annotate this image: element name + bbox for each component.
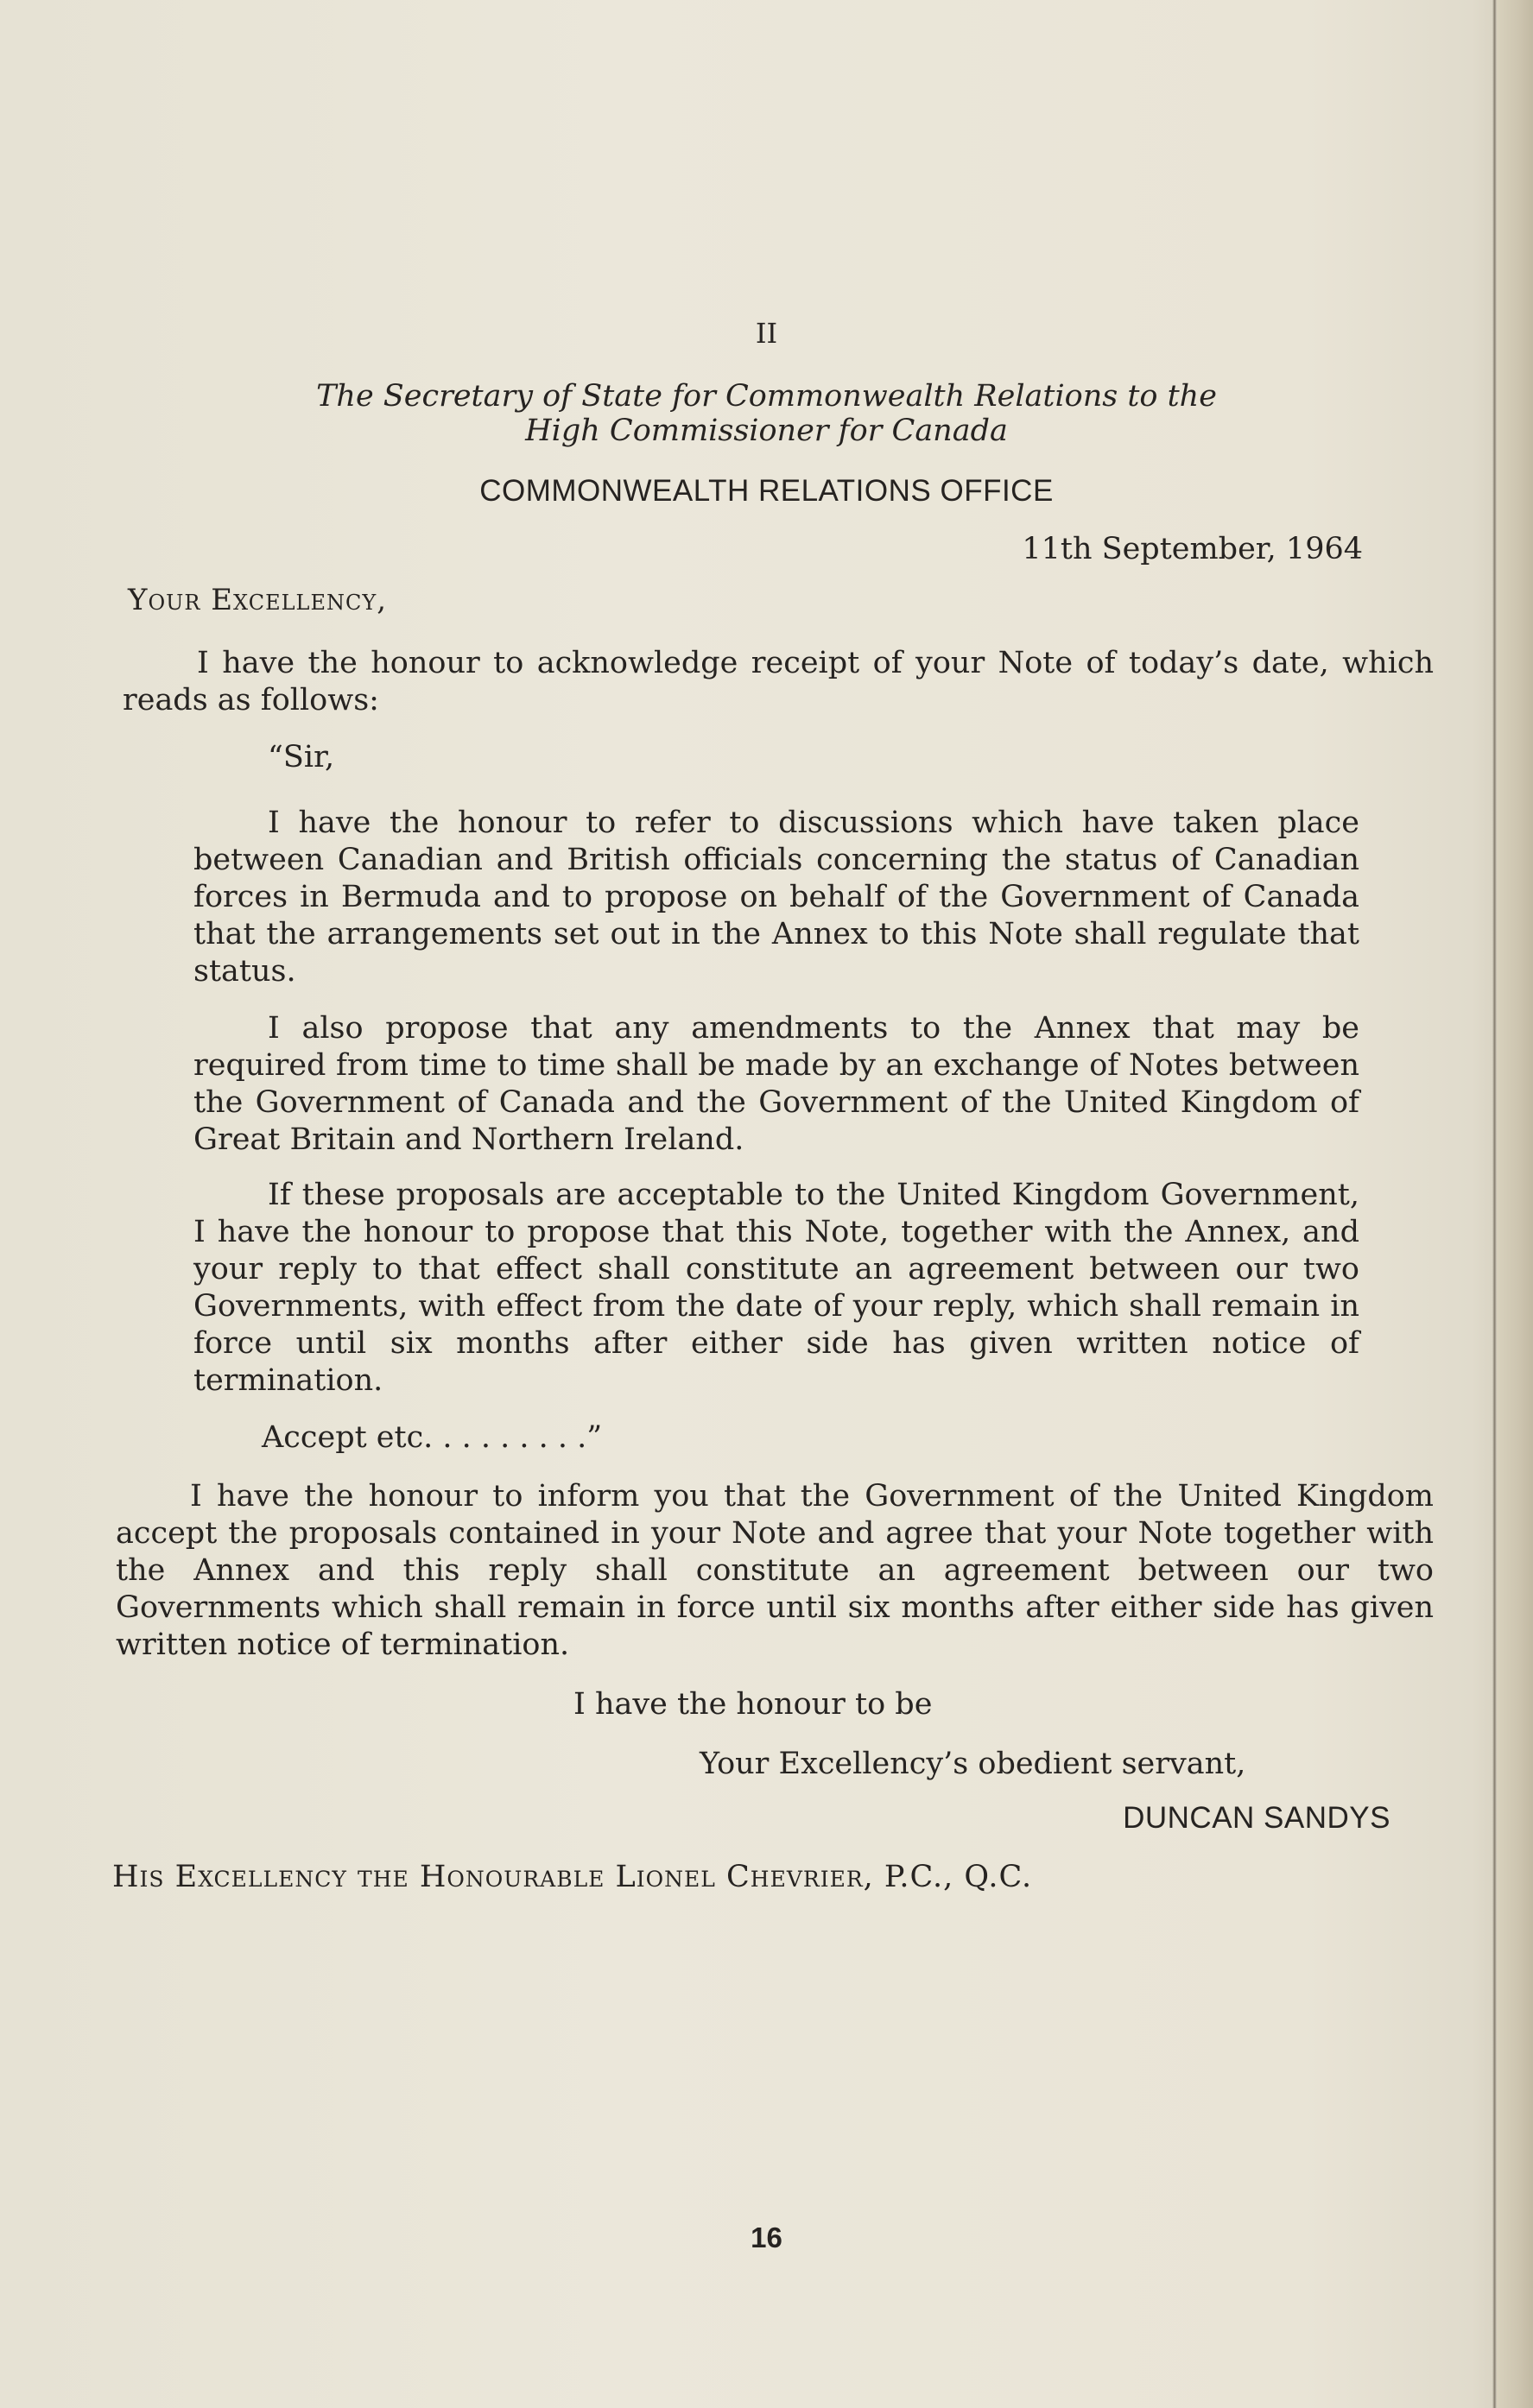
page-number: 16 — [751, 2222, 782, 2253]
page-edge-shadow — [1497, 0, 1533, 2408]
quoted-paragraph-3: If these proposals are acceptable to the United Kingdom Government, I have the honour to propose that this Note, together with the Annex, and your reply to that effect shall constitute an agreement between our two Governments, with effect from the date of your reply, which shall remain in force until six months after either side has given written notice of termination. — [193, 1178, 1359, 1398]
quoted-closing: Accept etc. . . . . . . . .” — [262, 1420, 603, 1455]
subtitle-line-2: High Commissioner for Canada — [525, 414, 1008, 448]
reply-paragraph: I have the honour to inform you that the Government of the United Kingdom accept the proposals contained in your Note and agree that your Note together with the Annex and this reply shall constitute an agreement between our two Governments which shall remain in force until six months after either side has given written notice of termination. — [116, 1479, 1434, 1662]
acknowledgement-paragraph: I have the honour to acknowledge receipt of your Note of today’s date, which reads as follows: — [123, 646, 1434, 717]
quoted-paragraph-2: I also propose that any amendments to the Annex that may be required from time to time shall be made by an exchange of Notes between the Government of Canada and the Government of the United Kingdom of Great Britain and Northern Ireland. — [193, 1011, 1359, 1157]
closing-line-1: I have the honour to be — [573, 1687, 933, 1722]
addressee: His Excellency the Honourable Lionel Chevrier, P.C., Q.C. — [112, 1860, 1033, 1894]
quoted-paragraph-1: I have the honour to refer to discussions which have taken place between Canadian and British officials concerning the status of Canadian forces in Bermuda and to propose on behalf of the Government of Canada that the arrangements set out in the Annex to this Note shall regulate that status. — [193, 806, 1359, 989]
subtitle-line-1: The Secretary of State for Commonwealth Relations to the — [316, 379, 1217, 414]
signature: DUNCAN SANDYS — [1123, 1801, 1390, 1835]
closing-line-2: Your Excellency’s obedient servant, — [700, 1747, 1246, 1781]
quoted-greeting: “Sir, — [268, 740, 335, 774]
letter-date: 11th September, 1964 — [1022, 532, 1363, 566]
section-numeral: II — [755, 317, 778, 350]
office-heading: COMMONWEALTH RELATIONS OFFICE — [479, 474, 1054, 508]
salutation: Your Excellency, — [128, 583, 388, 617]
